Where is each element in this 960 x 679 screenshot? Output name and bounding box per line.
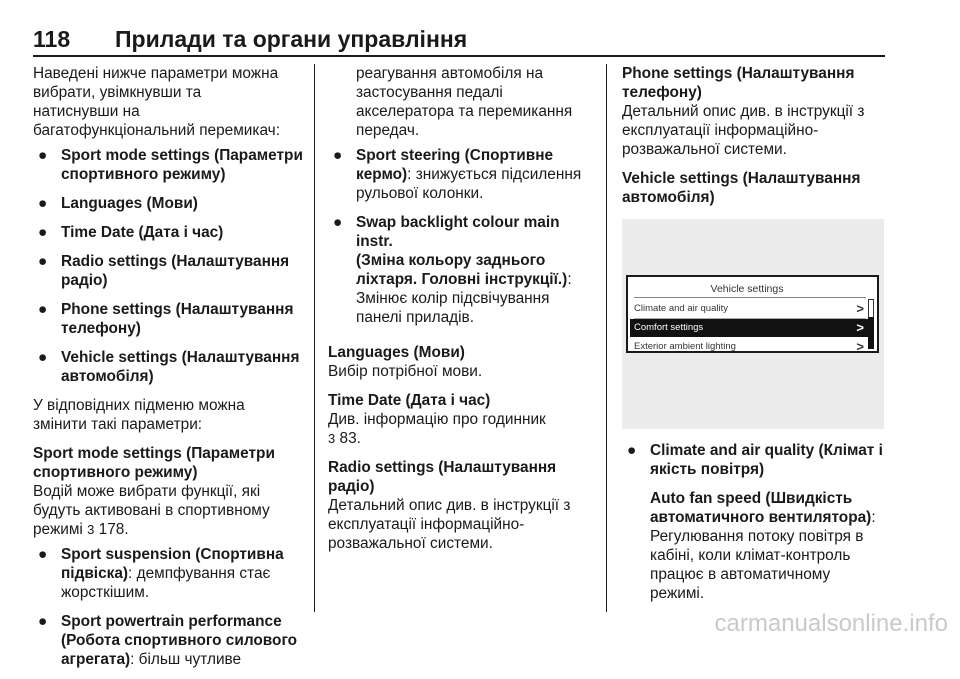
page-ref-icon: 3 [328,431,336,446]
list-item: ● Sport steering (Спортивне кермо): знижується підсилення рульової колонки. [333,147,582,202]
list-item: ● Phone settings (Налаштування телефону) [38,301,294,337]
time-date-heading: Time Date (Дата і час) [328,392,491,409]
auto-fan-speed-text: Auto fan speed (Швидкість автоматичного вентилятора): Регулювання потоку повітря в кабіні, коли клімат-контроль працює в автоматичному режимі. [650,490,876,602]
intro-text: Наведені нижче параметри можна вибрати, увімкнувши та натиснувши на багатофункціональний перемикач: [33,65,280,139]
page-ref: 83. [335,430,361,447]
sport-options-list [33,545,308,669]
list-item: ● Sport powertrain performance (Робота спортивного силового агрегата): більш чутливе [38,613,298,668]
sport-options-list-2 [328,146,598,327]
menu-item-exterior-lighting[interactable] [630,338,868,356]
column-separator-1 [314,64,315,612]
list-item: ● Sport mode settings (Параметри спортивного режиму) [38,147,303,183]
vehicle-settings-heading: Vehicle settings (Налаштування автомобіля) [622,170,861,206]
powertrain-continued: реагування автомобіля на застосування педалі акселератора та перемикання передач. [356,65,573,139]
screen-divider [634,297,866,298]
time-date-text: Див. інформацію про годинник 3 83. [328,411,546,447]
after-list-text: У відповідних підменю можна змінити такі параметри: [33,397,245,433]
menu-item-comfort[interactable] [630,319,868,337]
list-item: ● Radio settings (Налаштування радіо) [38,253,290,289]
page-number: 118 [33,26,71,52]
screen-title: Vehicle settings [710,283,784,295]
menu-item-label: Exterior ambient lighting [634,341,736,352]
column-3 [622,64,887,603]
languages-text: Вибір потрібної мови. [328,363,483,380]
list-item: ● Time Date (Дата і час) [38,224,224,241]
watermark: carmanualsonline.info [714,610,948,637]
phone-settings-text: Детальний опис див. в інструкції з експлуатації інформаційно- розважальної системи. [622,103,865,158]
page-ref-icon: 3 [87,522,95,537]
header-rule [33,55,885,57]
list-item: ● Sport suspension (Спортивна підвіска): демпфування стає жорсткішим. [38,546,284,601]
vehicle-options-list [622,441,887,479]
menu-item-label: Comfort settings [634,322,704,333]
display-screen [626,275,879,353]
page-ref: 178. [94,521,129,538]
column-separator-2 [606,64,607,612]
list-item: ● Vehicle settings (Налаштування автомобіля) [38,349,300,385]
languages-heading: Languages (Мови) [328,344,465,361]
chevron-right-icon: > [856,301,864,316]
list-item: ● Swap backlight colour main instr. (Зміна кольору заднього ліхтаря. Головні інструкції.): Змінює колір підсвічування панелі приладів. [333,214,572,326]
chevron-right-icon: > [856,320,864,335]
chapter-title: Прилади та органи управління [115,26,468,52]
vehicle-settings-figure [622,219,884,429]
menu-item-climate[interactable] [630,300,868,318]
sport-mode-heading: Sport mode settings (Параметри спортивного режиму) [33,445,275,481]
column-1 [33,64,308,679]
scrollbar-thumb[interactable] [868,317,874,349]
column-2 [328,64,598,553]
page-header [33,26,885,52]
radio-settings-heading: Radio settings (Налаштування радіо) [328,459,557,495]
chevron-right-icon: > [856,339,864,354]
settings-list [33,146,308,386]
phone-settings-heading: Phone settings (Налаштування телефону) [622,65,855,101]
list-item: ● Climate and air quality (Клімат і якість повітря) [627,442,883,478]
menu-item-label: Climate and air quality [634,303,728,314]
sport-mode-text: Водій може вибрати функції, які будуть активовані в спортивному режимі 3 178. [33,483,270,538]
radio-settings-text: Детальний опис див. в інструкції з експлуатації інформаційно- розважальної системи. [328,497,571,552]
list-item: ● Languages (Мови) [38,195,198,212]
